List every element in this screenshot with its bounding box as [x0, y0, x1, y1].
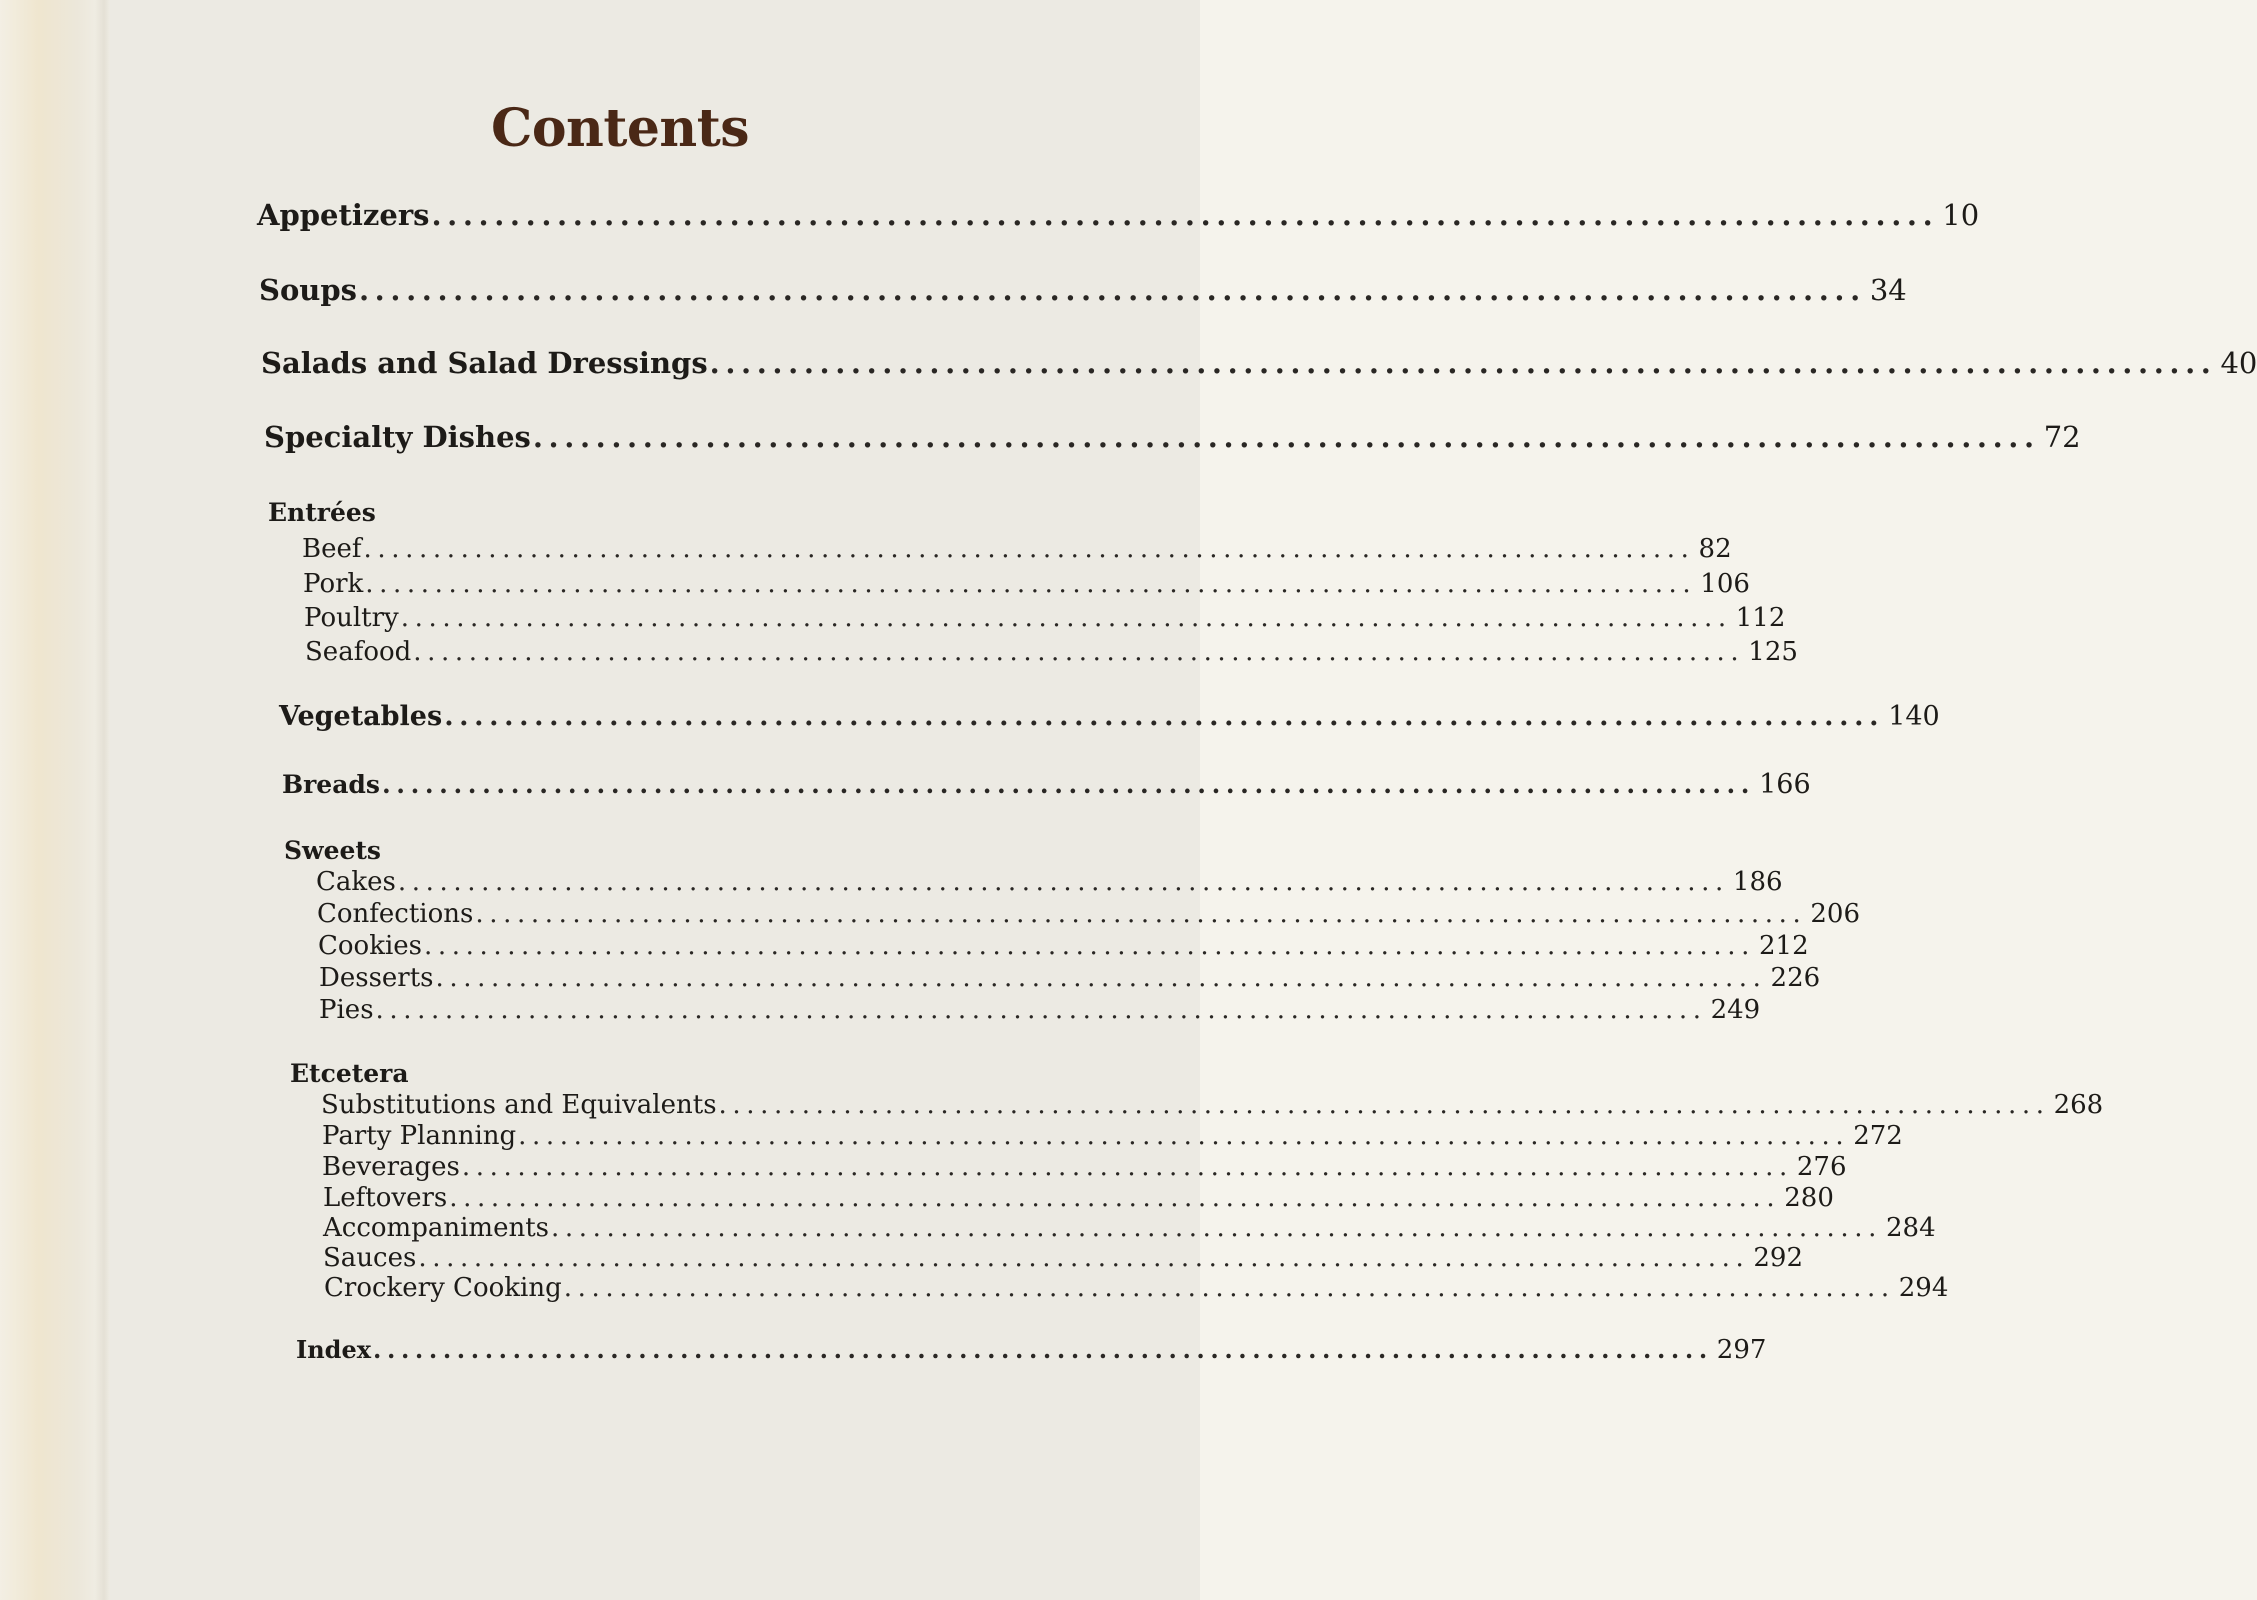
toc-label: Cakes — [316, 867, 396, 897]
toc-page-number: 186 — [1732, 867, 1783, 897]
section-heading-etcetera: Etcetera — [290, 1059, 409, 1088]
toc-page-number: 272 — [1853, 1121, 1903, 1151]
toc-label: Breads — [282, 770, 380, 799]
dot-leader: ................................................................................................ — [518, 1121, 1850, 1151]
dot-leader: ................................................................................................ — [709, 346, 2217, 380]
toc-label: Accompaniments — [323, 1213, 549, 1243]
page-edge — [0, 0, 110, 1600]
toc-page-number: 10 — [1942, 198, 1980, 232]
dot-leader: ................................................................................................ — [532, 420, 2040, 454]
toc-entry-sauces — [323, 1243, 1804, 1275]
toc-entry-confections — [317, 899, 1861, 931]
toc-label: Confections — [317, 899, 474, 929]
dot-leader: ................................................................................................ — [413, 637, 1745, 667]
toc-label: Specialty Dishes — [264, 420, 531, 454]
toc-page-number: 206 — [1810, 899, 1861, 929]
toc-page-number: 125 — [1748, 637, 1798, 667]
toc-label: Index — [296, 1335, 372, 1364]
toc-page-number: 294 — [1898, 1273, 1949, 1303]
section-heading-entrees: Entrées — [268, 498, 376, 527]
toc-entry-beef — [302, 534, 1732, 566]
dot-leader: ................................................................................................ — [551, 1213, 1883, 1243]
toc-label: Party Planning — [322, 1121, 517, 1151]
toc-label: Vegetables — [279, 701, 443, 732]
toc-label: Beef — [302, 534, 362, 564]
toc-entry-cookies — [318, 931, 1809, 963]
dot-leader: ................................................................................................ — [397, 867, 1729, 897]
toc-page-number: 297 — [1716, 1335, 1767, 1365]
toc-label: Salads and Salad Dressings — [261, 346, 708, 380]
toc-page-number: 82 — [1698, 534, 1732, 564]
dot-leader: ................................................................................................ — [424, 931, 1756, 961]
toc-entry-poultry — [304, 603, 1786, 635]
toc-page-number: 284 — [1886, 1213, 1936, 1243]
toc-label: Substitutions and Equivalents — [321, 1090, 717, 1120]
dot-leader: ................................................................................................ — [563, 1273, 1895, 1303]
dot-leader: ................................................................................................ — [400, 603, 1732, 633]
dot-leader: ................................................................................................ — [363, 534, 1695, 564]
toc-entry-specialty-dishes — [264, 420, 2081, 460]
section-heading-sweets: Sweets — [284, 836, 382, 865]
toc-entry-substitutions — [321, 1090, 2104, 1122]
toc-label: Appetizers — [257, 198, 430, 232]
toc-entry-pork — [303, 569, 1750, 601]
toc-page-number: 292 — [1753, 1243, 1804, 1273]
dot-leader: ................................................................................................ — [375, 995, 1707, 1025]
toc-label: Sauces — [323, 1243, 417, 1273]
toc-entry-salads — [261, 346, 2257, 386]
toc-page-number: 34 — [1869, 273, 1907, 307]
toc-entry-soups — [259, 273, 1907, 313]
toc-entry-appetizers — [257, 198, 1980, 238]
toc-entry-vegetables — [279, 701, 1940, 741]
toc-label: Beverages — [322, 1152, 460, 1182]
dot-leader: ................................................................................................ — [365, 569, 1697, 599]
dot-leader: ................................................................................................ — [449, 1183, 1781, 1213]
toc-entry-party-planning — [322, 1121, 1903, 1153]
dot-leader: ................................................................................................ — [435, 963, 1767, 993]
dot-leader: ................................................................................................ — [358, 273, 1866, 307]
toc-page-number: 268 — [2053, 1090, 2104, 1120]
dot-leader: ................................................................................................ — [373, 1335, 1713, 1364]
toc-entry-pies — [319, 995, 1761, 1027]
dot-leader: ................................................................................................ — [444, 701, 1885, 732]
toc-label: Crockery Cooking — [324, 1273, 562, 1303]
toc-page-number: 40 — [2220, 346, 2257, 380]
toc-page-number: 112 — [1735, 603, 1786, 633]
dot-leader: ................................................................................................ — [461, 1152, 1793, 1182]
toc-entry-seafood — [305, 637, 1798, 669]
dot-leader: ................................................................................................ — [718, 1090, 2050, 1120]
toc-label: Pork — [303, 569, 364, 599]
toc-label: Pies — [319, 995, 374, 1025]
toc-label: Soups — [259, 273, 357, 307]
toc-page-number: 72 — [2043, 420, 2081, 454]
toc-entry-accompaniments — [323, 1213, 1936, 1245]
toc-entry-index — [296, 1335, 1767, 1375]
toc-page-number: 276 — [1796, 1152, 1847, 1182]
toc-entry-crockery-cooking — [324, 1273, 1949, 1305]
toc-page-number: 280 — [1784, 1183, 1834, 1213]
toc-entry-desserts — [319, 963, 1821, 995]
toc-page-number: 212 — [1759, 931, 1809, 961]
toc-label: Poultry — [304, 603, 399, 633]
toc-entry-cakes — [316, 867, 1783, 899]
toc-entry-breads — [282, 769, 1811, 809]
toc-page-number: 106 — [1700, 569, 1750, 599]
toc-page-number: 140 — [1888, 701, 1940, 732]
toc-entry-beverages — [322, 1152, 1847, 1184]
toc-label: Leftovers — [323, 1183, 448, 1213]
dot-leader: ................................................................................................ — [381, 770, 1756, 799]
dot-leader: ................................................................................................ — [475, 899, 1807, 929]
toc-label: Seafood — [305, 637, 412, 667]
toc-label: Cookies — [318, 931, 422, 961]
toc-entry-leftovers — [323, 1183, 1834, 1215]
dot-leader: ................................................................................................ — [418, 1243, 1750, 1273]
toc-page-number: 166 — [1759, 769, 1811, 800]
dot-leader: ................................................................................................ — [431, 198, 1939, 232]
toc-page-number: 226 — [1770, 963, 1821, 993]
toc-label: Desserts — [319, 963, 434, 993]
toc-page-number: 249 — [1710, 995, 1761, 1025]
page-title: Contents — [490, 98, 750, 159]
